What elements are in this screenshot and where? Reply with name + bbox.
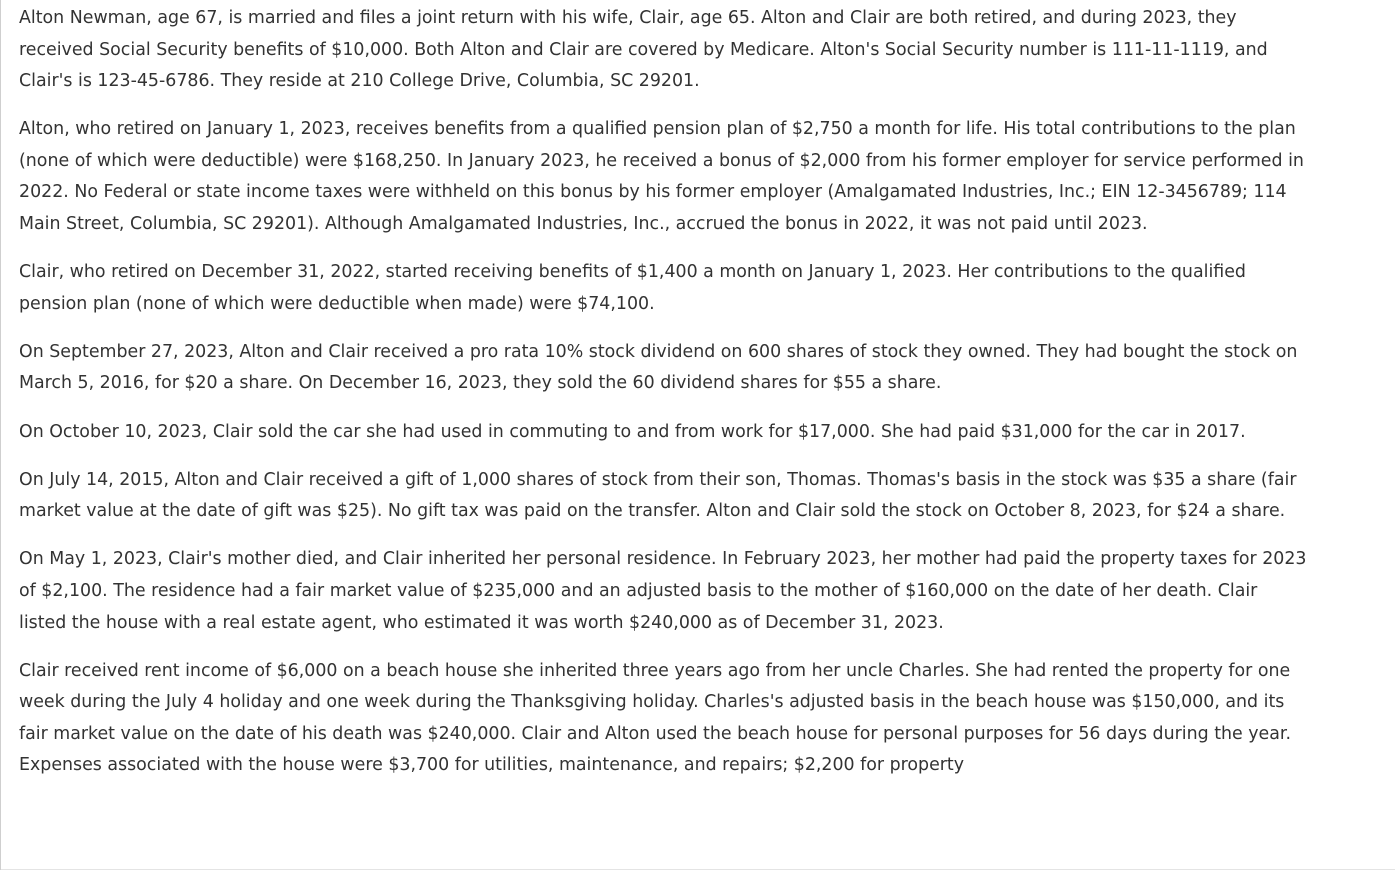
paragraph-gift-stock: On July 14, 2015, Alton and Clair received a gift of 1,000 shares of stock from their son, Thomas. Thomas's basis in the stock was $35 a share (fair market value at the date of gift was $25). No gift tax was paid on the transfer. Alton and Clair sold the stock on October 8, 2023, for $24 a share. xyxy=(19,469,1297,522)
problem-text xyxy=(1,0,1309,782)
paragraph-stock-dividend: On September 27, 2023, Alton and Clair received a pro rata 10% stock dividend on 600 shares of stock they owned. They had bought the stock on March 5, 2016, for $20 a share. On December 16, 2023, they sold the 60 dividend shares for $55 a share. xyxy=(19,341,1298,394)
paragraph-clair-pension: Clair, who retired on December 31, 2022, started receiving benefits of $1,400 a month on January 1, 2023. Her contributions to the qualified pension plan (none of which were deductible when made) were $74,100. xyxy=(19,262,1246,314)
paragraph-newman-background: Alton Newman, age 67, is married and files a joint return with his wife, Clair, age 65. Alton and Clair are both retired, and during 2023, they received Social Security benefits of $10,000. Both Alton and Clair are covered by Medicare. Alton's Social Security number is 111-11-1119, and Clair's is 123-45-6786. They reside at 210 College Drive, Columbia, SC 29201. xyxy=(19,8,1268,92)
paragraph-beach-house: Clair received rent income of $6,000 on a beach house she inherited three years ago from her uncle Charles. She had rented the property for one week during the July 4 holiday and one week during the Thanksgiving holiday. Charles's adjusted basis in the beach house was $150,000, and its fair market value on the date of his death was $240,000. Clair and Alton used the beach house for personal purposes for 56 days during the year. Expenses associated with the house were $3,700 for utilities, maintenance, and repairs; $2,200 for property xyxy=(19,660,1291,776)
paragraph-inherited-residence: On May 1, 2023, Clair's mother died, and Clair inherited her personal residence. In February 2023, her mother had paid the property taxes for 2023 of $2,100. The residence had a fair market value of $235,000 and an adjusted basis to the mother of $160,000 on the date of her death. Clair listed the house with a real estate agent, who estimated it was worth $240,000 as of December 31, 2023. xyxy=(19,549,1307,633)
paragraph-alton-pension: Alton, who retired on January 1, 2023, receives benefits from a qualified pension plan of $2,750 a month for life. His total contributions to the plan (none of which were deductible) were $168,250. In January 2023, he received a bonus of $2,000 from his former employer for service performed in 2022. No Federal or state income taxes were withheld on this bonus by his former employer (Amalgamated Industries, Inc.; EIN 12-3456789; 114 Main Street, Columbia, SC 29201). Although Amalgamated Industries, Inc., accrued the bonus in 2022, it was not paid until 2023. xyxy=(19,119,1304,235)
paragraph-car-sale: On October 10, 2023, Clair sold the car she had used in commuting to and from work for $17,000. She had paid $31,000 for the car in 2017. xyxy=(19,421,1246,442)
